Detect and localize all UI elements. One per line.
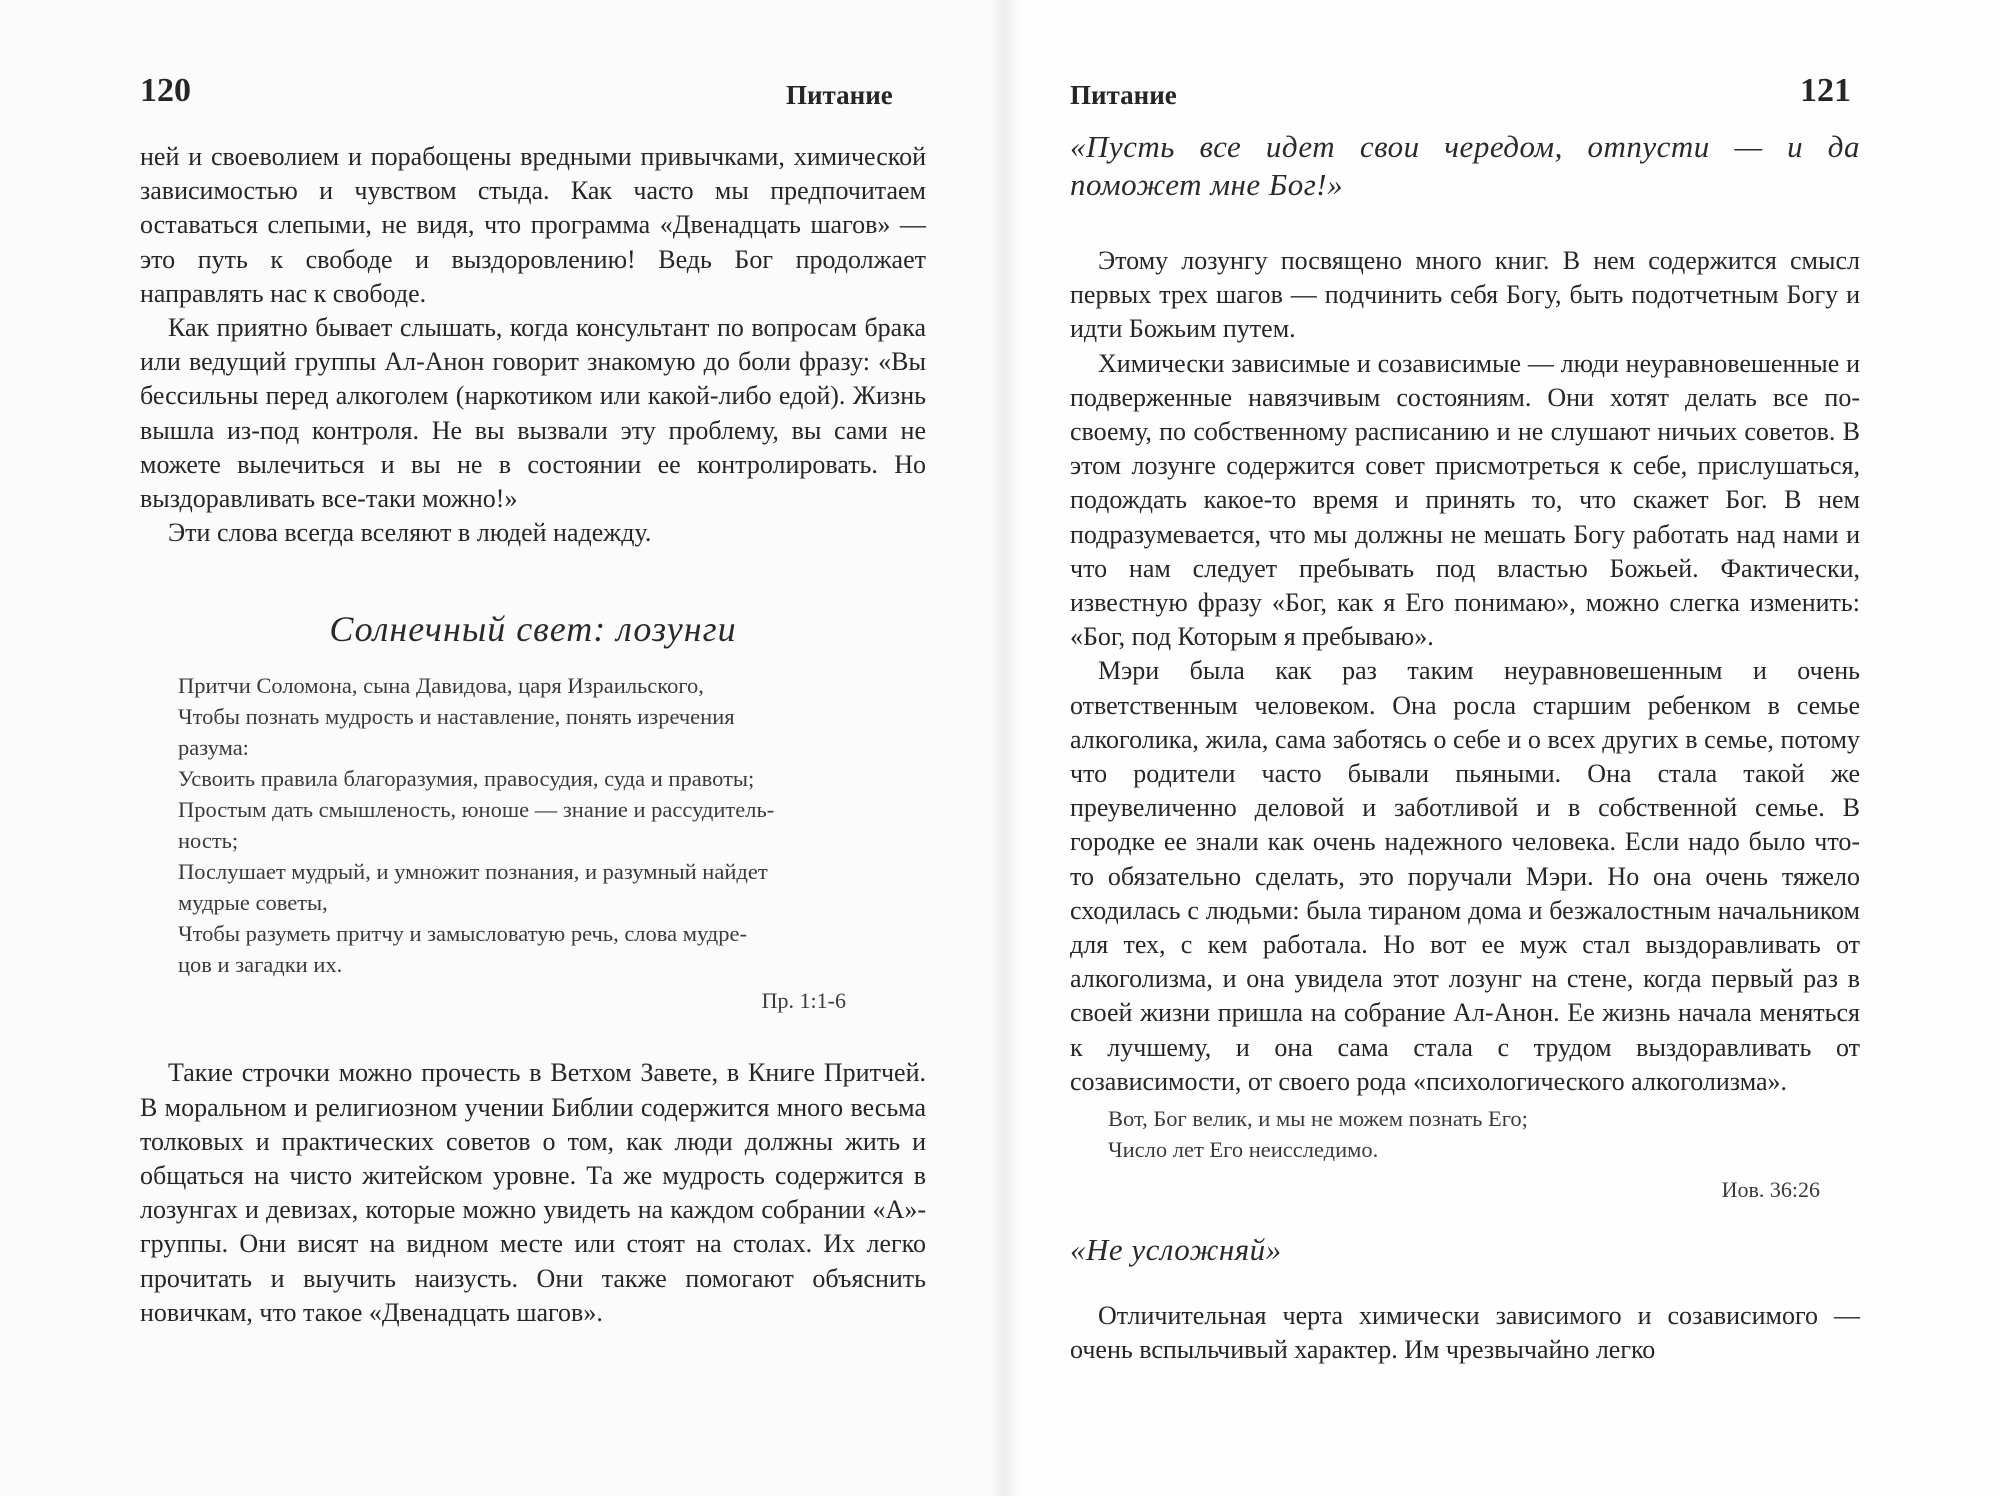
- verse-line: Чтобы познать мудрость и наставление, понять изречения: [178, 704, 735, 730]
- right-paragraph-2: Химически зависимые и созависимые — люди неуравновешенные и подверженные навязчивым состояниям. Они хотят делать все по-своему, по собственному расписанию и не слушают ничьих советов. В этом лозунге содержится совет присмотреться к себе, прислушаться, подождать какое-то время и принять то, что скажет Бог. В нем подразумевается, что мы должны не мешать Богу работать над нами и что нам следует пребывать под властью Божьей. Фактически, известную фразу «Бог, как я Его понимаю», можно слегка изменить: «Бог, под Которым я пребываю».: [1070, 348, 1860, 652]
- left-paragraph-2: Как приятно бывает слышать, когда консультант по вопросам брака или ведущий группы Ал-Анон говорит знакомую до боли фразу: «Вы бессильны перед алкоголем (наркотиком или какой-либо едой). Жизнь вышла из-под контроля. Не вы вызвали эту проблему, вы сами не можете вылечиться и вы не в состоянии ее контролировать. Но выздоравливать все-таки можно!»: [140, 313, 926, 514]
- verse-line: разума:: [178, 735, 249, 761]
- verse-line: Число лет Его неисследимо.: [1108, 1137, 1379, 1163]
- left-paragraph-1: ней и своеволием и порабощены вредными привычками, химической зависимостью и чувством стыда. Как часто мы предпочитаем оставаться слепыми, не видя, что программа «Двенадцать шагов» — это путь к свободе и выздоровлению! Ведь Бог продолжает направлять нас к свободе.: [140, 142, 926, 308]
- right-paragraph-1: Этому лозунгу посвящено много книг. В нем содержится смысл первых трех шагов — подчинить себя Богу, быть подотчетным Богу и идти Божьим путем.: [1070, 246, 1860, 344]
- right-text-column: [1070, 128, 1860, 1367]
- slogan-heading-1: «Пусть все идет свои чередом, отпусти — и да поможет мне Бог!»: [1070, 129, 1860, 202]
- verse-line: Усвоить правила благоразумия, правосудия, суда и правоты;: [178, 766, 755, 792]
- slogan-heading-2: «Не усложняй»: [1070, 1232, 1282, 1268]
- verse-line: Простым дать смышленость, юноше — знание и рассудитель-: [178, 797, 775, 823]
- book-gutter: [990, 0, 1022, 1496]
- verse-line: ность;: [178, 828, 239, 854]
- left-paragraph-3: Эти слова всегда вселяют в людей надежду.: [168, 518, 652, 548]
- left-text-column: [140, 140, 926, 1330]
- left-page-number: 120: [140, 72, 191, 109]
- job-reference: Иов. 36:26: [1721, 1177, 1820, 1203]
- right-paragraph-4: Отличительная черта химически зависимого и созависимого — очень вспыльчивый характер. Им чрезвычайно легко: [1070, 1301, 1860, 1365]
- verse-line: цов и загадки их.: [178, 952, 343, 978]
- right-page: [1000, 0, 2000, 1496]
- left-running-head: Питание: [786, 80, 893, 110]
- verse-line: Чтобы разуметь притчу и замысловатую речь, слова мудре-: [178, 921, 747, 947]
- section-subheading: Солнечный свет: лозунги: [329, 609, 737, 650]
- right-paragraph-3: Мэри была как раз таким неуравновешенным и очень ответственным человеком. Она росла старшим ребенком в семье алкоголика, жила, сама заботясь о себе и о всех других в семье, потому что родители часто бывали пьяными. Она стала такой же преувеличенно деловой и заботливой и в собственной семье. В городке ее знали как очень надежного человека. Если надо было что-то обязательно сделать, это поручали Мэри. Но она очень тяжело сходилась с людьми: была тираном дома и безжалостным начальником для тех, с кем работала. Но вот ее муж стал выздоравливать от алкоголизма, и она увидела этот лозунг на стене, когда первый раз в своей жизни пришла на собрание Ал-Анон. Ее жизнь начала меняться к лучшему, и она сама стала с трудом выздоравливать от созависимости, от своего рода «психологического алкоголизма».: [1070, 656, 1860, 1096]
- right-page-number: 121: [1800, 72, 1851, 109]
- verse-line: Вот, Бог велик, и мы не можем познать Его;: [1108, 1106, 1528, 1132]
- right-running-head: Питание: [1070, 80, 1177, 110]
- proverbs-verse: [178, 670, 926, 980]
- job-verse: [1108, 1103, 1860, 1165]
- left-paragraph-4: Такие строчки можно прочесть в Ветхом Завете, в Книге Притчей. В моральном и религиозном учении Библии содержится много весьма толковых и практических советов о том, как люди должны жить и общаться на чисто житейском уровне. Та же мудрость содержится в лозунгах и девизах, которые можно увидеть на каждом собрании «А»-группы. Они висят на видном месте или стоят на столах. Их легко прочитать и выучить наизусть. Они также помогают объяснить новичкам, что такое «Двенадцать шагов».: [140, 1058, 926, 1327]
- verse-line: Притчи Соломона, сына Давидова, царя Израильского,: [178, 673, 704, 699]
- verse-line: мудрые советы,: [178, 890, 328, 916]
- proverbs-reference: Пр. 1:1-6: [761, 988, 846, 1014]
- verse-line: Послушает мудрый, и умножит познания, и разумный найдет: [178, 859, 768, 885]
